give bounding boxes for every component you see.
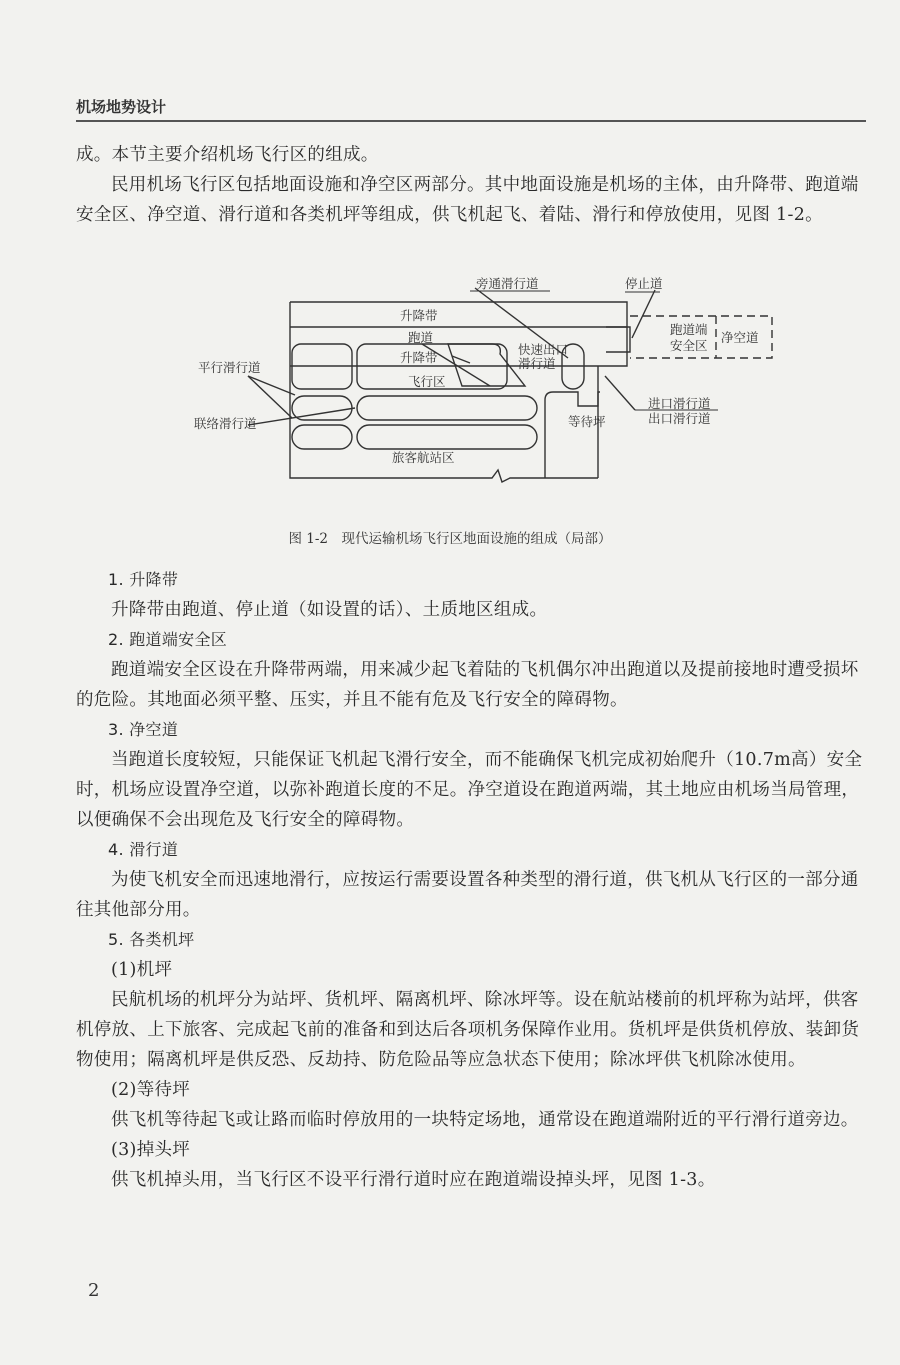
header-rule — [76, 120, 866, 122]
label-rapid-exit-1: 快速出口 — [518, 342, 569, 357]
subsection-heading: (1)机坪 — [111, 960, 173, 980]
intro-block — [76, 140, 866, 230]
subsection-heading: (3)掉头坪 — [111, 1140, 191, 1160]
section-paragraph: 升降带由跑道、停止道（如设置的话）、土质地区组成。 — [111, 600, 548, 620]
section-heading: 3. 净空道 — [108, 720, 179, 739]
subsection-paragraph: 供飞机掉头用，当飞行区不设平行滑行道时应在跑道端设掉头坪，见图 1-3。 — [111, 1170, 716, 1190]
label-holding-bay: 等待坪 — [568, 414, 606, 429]
section-paragraph: 为使飞机安全而迅速地滑行，应按运行需要设置各种类型的滑行道，供飞机从飞行区的一部分通往其他部分用。 — [76, 870, 859, 920]
section-heading: 5. 各类机坪 — [108, 930, 195, 949]
section-heading: 4. 滑行道 — [108, 840, 179, 859]
subsection-heading: (2)等待坪 — [111, 1080, 191, 1100]
label-runway: 跑道 — [408, 330, 434, 345]
airfield-diagram-svg — [180, 268, 800, 508]
label-exit-taxiway: 出口滑行道 — [648, 411, 711, 426]
label-connecting-taxiway: 联络滑行道 — [194, 416, 257, 431]
label-resa-2: 安全区 — [670, 338, 708, 353]
intro-line: 成。本节主要介绍机场飞行区的组成。 — [76, 145, 379, 165]
label-terminal-area: 旅客航站区 — [392, 450, 455, 465]
label-rapid-exit-2: 滑行道 — [518, 356, 556, 371]
sections-block — [76, 565, 866, 1195]
page-number: 2 — [88, 1280, 100, 1301]
section-heading: 1. 升降带 — [108, 570, 179, 589]
figure-airfield-diagram — [180, 268, 800, 508]
label-parallel-taxiway: 平行滑行道 — [198, 360, 261, 375]
section-paragraph: 当跑道长度较短，只能保证飞机起飞滑行安全，而不能确保飞机完成初始爬升（10.7m高）安全时，机场应设置净空道，以弥补跑道长度的不足。净空道设在跑道两端，其土地应由机场当局管理，以便确保不会出现危及飞行安全的障碍物。 — [76, 750, 863, 830]
label-runway-strip-top: 升降带 — [400, 308, 438, 323]
label-clearway: 净空道 — [721, 330, 759, 345]
section-paragraph: 跑道端安全区设在升降带两端，用来减少起飞着陆的飞机偶尔冲出跑道以及提前接地时遭受损坏的危险。其地面必须平整、压实，并且不能有危及飞行安全的障碍物。 — [76, 660, 859, 710]
subsection-paragraph: 供飞机等待起飞或让路而临时停放用的一块特定场地，通常设在跑道端附近的平行滑行道旁边。 — [111, 1110, 859, 1130]
label-runway-strip-bottom: 升降带 — [400, 350, 438, 365]
section-heading: 2. 跑道端安全区 — [108, 630, 228, 649]
intro-paragraph: 民用机场飞行区包括地面设施和净空区两部分。其中地面设施是机场的主体，由升降带、跑道端安全区、净空道、滑行道和各类机坪等组成，供飞机起飞、着陆、滑行和停放使用，见图 1-2。 — [76, 175, 859, 225]
figure-caption: 图 1-2 现代运输机场飞行区地面设施的组成（局部） — [288, 531, 612, 547]
running-title: 机场地势设计 — [76, 98, 167, 116]
label-resa-1: 跑道端 — [670, 322, 708, 337]
subsection-paragraph: 民航机场的机坪分为站坪、货机坪、隔离机坪、除冰坪等。设在航站楼前的机坪称为站坪，供客机停放、上下旅客、完成起飞前的准备和到达后各项机务保障作业用。货机坪是供货机停放、装卸货物使用；隔离机坪是供反恐、反劫持、防危险品等应急状态下使用；除冰坪供飞机除冰使用。 — [76, 990, 860, 1070]
label-airside: 飞行区 — [408, 374, 446, 389]
label-stopway: 停止道 — [625, 276, 663, 291]
label-entry-taxiway: 进口滑行道 — [648, 396, 711, 411]
label-bypass-taxiway: 旁通滑行道 — [476, 276, 539, 291]
